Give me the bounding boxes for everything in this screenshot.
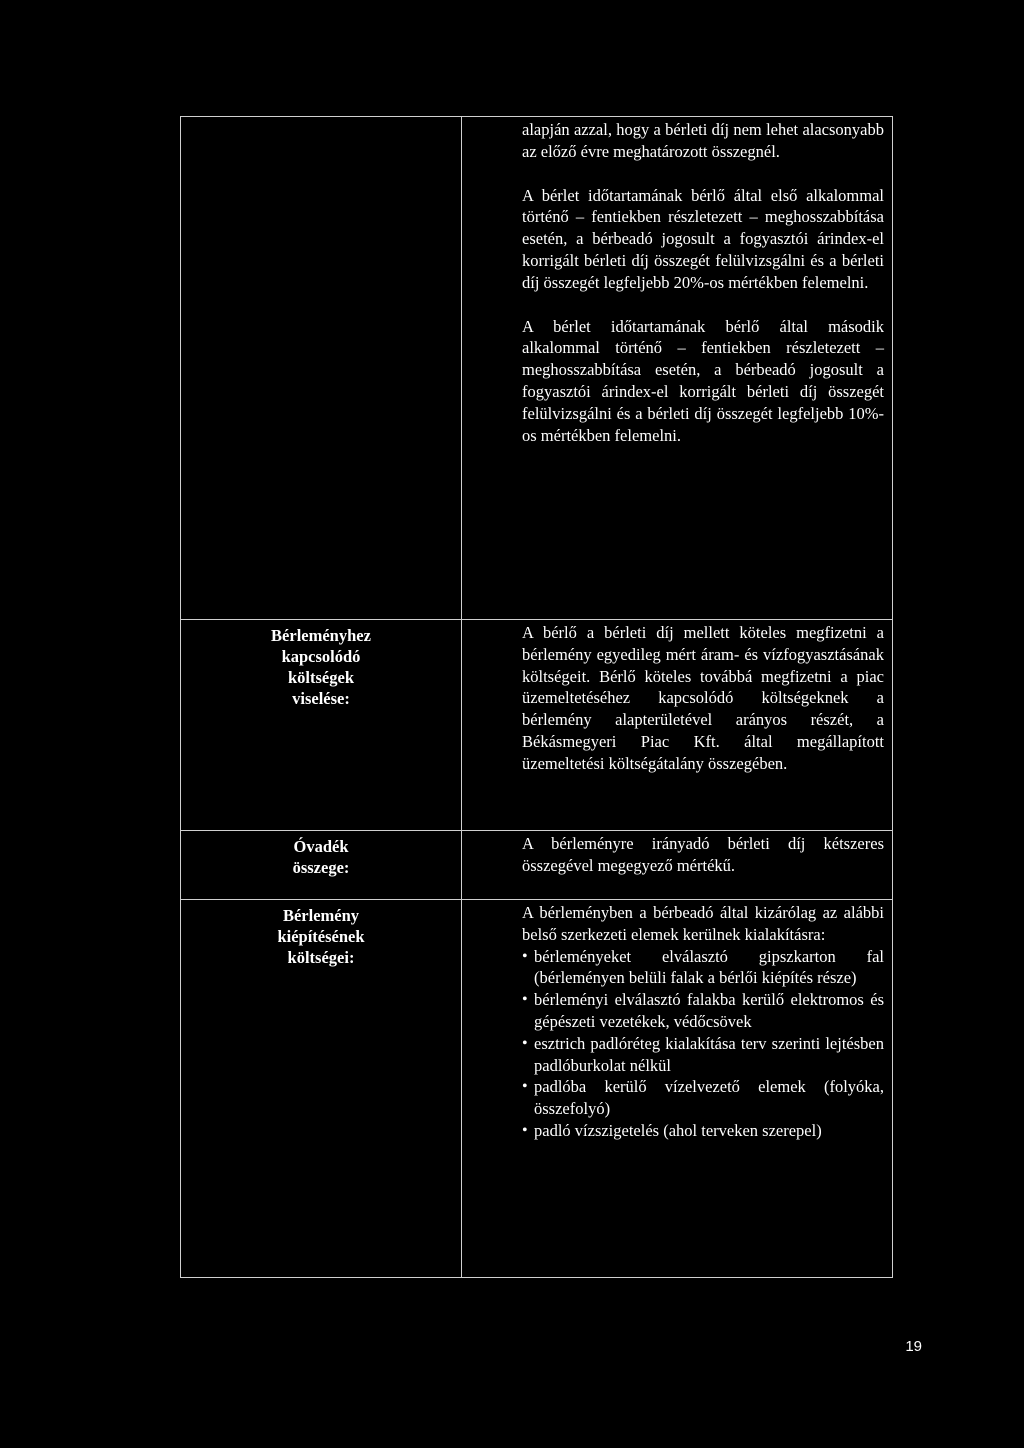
row-label-empty xyxy=(181,117,462,620)
bullet-icon: • xyxy=(522,1034,528,1052)
bullet-icon: • xyxy=(522,991,528,1009)
paragraph: A bérlet időtartamának bérlő által második alkalommal történő – fentiekben részletezett – meghosszabbítása esetén, a bérbeadó jogosult a fogyasztói árindex-el korrigált bérleti díj összegét felülvizsgálni és a bérleti díj összegét legfeljebb 10%-os mértékben felemelni. xyxy=(522,316,884,445)
paragraph-intro: A bérleményben a bérbeadó által kizárólag az alábbi belső szerkezeti elemek kerülnek kialakításra: xyxy=(522,903,884,944)
label-line: kapcsolódó xyxy=(281,647,361,666)
bullet-icon: • xyxy=(522,1078,528,1096)
paragraph: A bérleményre irányadó bérleti díj kétszeres összegével megegyező mértékű. xyxy=(522,834,884,875)
page-number: 19 xyxy=(905,1338,922,1355)
list-item-text: padlóba kerülő vízelvezető elemek (folyóka, összefolyó) xyxy=(534,1077,884,1119)
row-content-rent-adjustment xyxy=(462,117,893,620)
label-line: költségek xyxy=(288,668,354,687)
row-label-fitout xyxy=(181,900,462,1278)
label-line: költségei: xyxy=(287,948,355,967)
paragraph: A bérlet időtartamának bérlő által első alkalommal történő – fentiekben részletezett – meghosszabbítása esetén, a bérbeadó jogosult a fogyasztói árindex-el korrigált bérleti díj összegét felülvizsgálni és a bérleti díj összegét legfeljebb 20%-os mértékben felemelni. xyxy=(522,185,884,292)
list-item-text: esztrich padlóréteg kialakítása terv szerinti lejtésben padlóburkolat nélkül xyxy=(534,1033,884,1075)
row-label-deposit xyxy=(181,831,462,900)
table-row-costs xyxy=(181,620,893,831)
row-content-costs xyxy=(462,620,893,831)
table-row-deposit xyxy=(181,831,893,900)
label-line: Bérlemény xyxy=(282,906,360,925)
bullet-icon: • xyxy=(522,947,528,965)
table-row-rent-adjustment xyxy=(181,117,893,620)
row-content-deposit xyxy=(462,831,893,900)
list-item-text: bérleményeket elválasztó gipszkarton fal (bérleményen belüli falak a bérlői kiépítés része) xyxy=(534,946,884,988)
label-line: kiépítésének xyxy=(277,927,365,946)
list-item xyxy=(522,989,884,1033)
label-line: Bérleményhez xyxy=(271,626,371,645)
list-item xyxy=(522,1120,884,1142)
paragraph: A bérlő a bérleti díj mellett köteles megfizetni a bérlemény egyedileg mért áram- és vízfogyasztásának költségeit. Bérlő köteles továbbá megfizetni a piac üzemeltetéséhez kapcsolódó költségeknek a bérlemény alapterületével arányos részét, a Békásmegyeri Piac Kft. által megállapított üzemeltetési költségátalány összegében. xyxy=(522,623,884,773)
label-line: viselése: xyxy=(292,689,350,708)
row-content-fitout xyxy=(462,900,893,1278)
conditions-table xyxy=(180,116,893,1278)
list-item xyxy=(522,1033,884,1077)
bullet-icon: • xyxy=(522,1121,528,1139)
paragraph: alapján azzal, hogy a bérleti díj nem lehet alacsonyabb az előző évre meghatározott összegnél. xyxy=(522,120,884,161)
list-item-text: padló vízszigetelés (ahol terveken szerepel) xyxy=(534,1120,822,1140)
list-item xyxy=(522,946,884,990)
label-line: összege: xyxy=(292,858,350,877)
list-item-text: bérleményi elválasztó falakba kerülő elektromos és gépészeti vezetékek, védőcsövek xyxy=(534,990,884,1031)
label-line: Óvadék xyxy=(293,837,349,856)
row-label-costs xyxy=(181,620,462,831)
list-item xyxy=(522,1076,884,1120)
table-row-fitout xyxy=(181,900,893,1278)
